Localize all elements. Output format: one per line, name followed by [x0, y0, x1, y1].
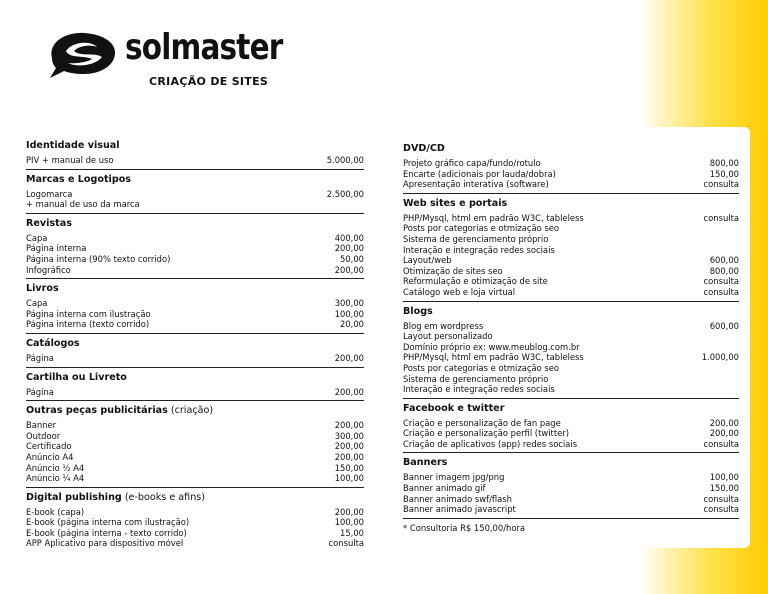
- item-label: Página: [26, 352, 54, 363]
- section-title-suffix: (criação): [167, 405, 214, 417]
- price-row: [26, 254, 364, 265]
- item-price: 5.000,00: [326, 155, 364, 165]
- item-price: 800,00: [709, 265, 739, 276]
- item-label: Certificado: [26, 441, 72, 452]
- item-label: + manual de uso da marca: [26, 199, 140, 210]
- item-price: consulta: [703, 438, 739, 449]
- item-price: 150,00: [709, 483, 739, 494]
- section-title: [403, 403, 739, 415]
- section-title: [403, 306, 739, 318]
- section-title-text: Outras peças publicitárias: [26, 405, 168, 417]
- item-price: 200,00: [334, 352, 364, 363]
- price-row: [26, 387, 364, 398]
- price-row: [403, 384, 739, 395]
- section-title-text: Identidade visual: [26, 140, 120, 151]
- price-row: [26, 452, 364, 463]
- price-section: [26, 492, 364, 552]
- item-price: 20,00: [340, 319, 364, 330]
- item-label: Capa: [26, 232, 48, 243]
- price-section: [403, 457, 739, 518]
- item-label: Interação e integração redes sociais: [403, 384, 555, 395]
- price-row: [403, 213, 739, 224]
- item-label: APP Aplicativo para dispositivo móvel: [26, 538, 184, 549]
- item-label: Layout personalizado: [403, 331, 493, 342]
- item-price: 200,00: [334, 451, 364, 462]
- price-row: [26, 309, 364, 320]
- item-price: 2.500,00: [326, 188, 364, 199]
- item-label: Layout/web: [403, 255, 452, 266]
- price-section: [403, 198, 739, 302]
- item-price: 200,00: [334, 420, 364, 431]
- section-title: [26, 174, 364, 186]
- section-title: [26, 405, 364, 417]
- price-row: [26, 473, 364, 484]
- price-row: [403, 494, 739, 505]
- item-price: 1.000,00: [701, 352, 739, 363]
- right-price-column: [403, 143, 739, 533]
- item-price: 100,00: [334, 517, 364, 528]
- section-title-text: Facebook e twitter: [403, 402, 505, 414]
- price-section: [26, 405, 364, 488]
- item-price: 800,00: [709, 158, 739, 168]
- item-label: Banner: [26, 420, 57, 431]
- item-label: Projeto gráfico capa/fundo/rotulo: [403, 158, 541, 168]
- item-label: Capa: [26, 298, 48, 309]
- item-label: Catálogo web e loja virtual: [403, 286, 516, 297]
- item-label: Anúncio ½ A4: [26, 462, 85, 473]
- item-price: 15,00: [340, 527, 364, 538]
- price-section: [26, 372, 364, 402]
- item-label: Sistema de gerenciamento próprio: [403, 373, 549, 384]
- price-row: [26, 353, 364, 364]
- price-row: [403, 331, 739, 342]
- price-section: [26, 338, 364, 368]
- price-section: [26, 140, 364, 170]
- item-price: consulta: [703, 286, 739, 297]
- item-price: 50,00: [340, 253, 364, 264]
- price-row: [26, 431, 364, 442]
- price-row: [403, 245, 739, 256]
- item-label: Apresentação interativa (software): [403, 179, 549, 190]
- price-row: [403, 342, 739, 353]
- section-title-text: Catálogos: [26, 337, 80, 349]
- section-title-text: DVD/CD: [403, 143, 445, 154]
- price-row: [26, 265, 364, 276]
- item-label: Sistema de gerenciamento próprio: [403, 233, 549, 244]
- price-row: [403, 321, 739, 332]
- item-price: 100,00: [709, 472, 739, 483]
- section-title: [26, 283, 364, 295]
- item-label: Página interna (texto corrido): [26, 319, 150, 330]
- price-row: [403, 255, 739, 266]
- section-title-suffix: (e-books e afins): [121, 491, 206, 503]
- item-price: consulta: [703, 212, 739, 223]
- price-section: [403, 306, 739, 399]
- section-title-text: Digital publishing: [26, 491, 122, 503]
- item-label: Banner animado javascript: [403, 504, 516, 515]
- item-label: Banner imagem jpg/png: [403, 472, 505, 483]
- item-price: 150,00: [334, 462, 364, 473]
- section-title-text: Revistas: [26, 217, 72, 229]
- item-price: 100,00: [334, 473, 364, 484]
- item-label: PHP/Mysql, html em padrão W3C, tableless: [403, 212, 584, 223]
- item-label: Página interna: [26, 243, 87, 254]
- item-label: Página interna (90% texto corrido): [26, 253, 171, 264]
- price-row: [26, 298, 364, 309]
- item-label: Criação e personalização de fan page: [403, 417, 561, 428]
- section-title-text: Banners: [403, 457, 448, 469]
- price-row: [26, 319, 364, 330]
- item-label: Banner animado gif: [403, 483, 486, 494]
- section-title: [26, 338, 364, 350]
- price-row: [403, 266, 739, 277]
- price-row: [403, 179, 739, 190]
- section-title-text: Blogs: [403, 305, 433, 317]
- item-price: 300,00: [334, 430, 364, 441]
- item-label: Otimização de sites seo: [403, 265, 503, 276]
- section-title: [26, 140, 364, 152]
- item-price: 600,00: [709, 320, 739, 331]
- price-row: [26, 243, 364, 254]
- item-price: 200,00: [709, 428, 739, 439]
- section-title-text: Web sites e portais: [403, 197, 508, 209]
- item-price: consulta: [703, 504, 739, 515]
- item-price: 400,00: [334, 232, 364, 243]
- item-label: Posts por categorias e otmização seo: [403, 362, 560, 373]
- price-row: [403, 428, 739, 439]
- section-title-text: Livros: [26, 283, 59, 295]
- section-title: [403, 198, 739, 210]
- item-price: 200,00: [334, 264, 364, 275]
- item-label: Página interna com ilustração: [26, 308, 151, 319]
- item-label: E-book (página interna com ilustração): [26, 517, 190, 528]
- item-price: 150,00: [709, 168, 739, 179]
- price-row: [403, 504, 739, 515]
- consulting-footnote: * Consultoria R$ 150,00/hora: [403, 522, 526, 533]
- price-row: [403, 276, 739, 287]
- left-price-column: [26, 140, 364, 556]
- item-price: 200,00: [334, 506, 364, 517]
- price-row: [403, 472, 739, 483]
- item-label: Banner animado swf/flash: [403, 493, 512, 504]
- section-title-text: Cartilha ou Livreto: [26, 371, 127, 383]
- price-row: [26, 189, 364, 200]
- price-row: [26, 463, 364, 474]
- price-row: [403, 418, 739, 429]
- item-label: Infográfico: [26, 264, 71, 275]
- section-title: [403, 143, 739, 155]
- price-section: [403, 403, 739, 454]
- price-row: [403, 223, 739, 234]
- price-row: [403, 287, 739, 298]
- item-label: Logomarca: [26, 188, 73, 199]
- item-label: Blog em wordpress: [403, 320, 484, 331]
- price-row: [26, 538, 364, 549]
- price-row: [26, 199, 364, 210]
- item-price: consulta: [703, 179, 739, 190]
- section-title: [26, 218, 364, 230]
- price-section: [26, 218, 364, 279]
- price-row: [403, 234, 739, 245]
- section-title: [26, 372, 364, 384]
- item-price: 100,00: [334, 308, 364, 319]
- section-title-text: Marcas e Logotipos: [26, 173, 132, 185]
- item-label: Posts por categorias e otmização seo: [403, 223, 560, 234]
- item-price: consulta: [703, 493, 739, 504]
- item-price: 200,00: [334, 386, 364, 397]
- price-row: [26, 155, 364, 166]
- item-price: 300,00: [334, 298, 364, 309]
- item-label: Anúncio A4: [26, 451, 74, 462]
- price-section: [26, 283, 364, 334]
- price-section: [403, 143, 739, 194]
- item-label: Reformulação e otimização de site: [403, 276, 548, 287]
- section-title: [403, 457, 739, 469]
- item-label: E-book (capa): [26, 506, 85, 517]
- item-label: Criação e personalização perfil (twitter): [403, 428, 569, 439]
- item-label: Interação e integração redes sociais: [403, 244, 555, 255]
- solmaster-logo-icon: [44, 30, 120, 84]
- price-row: [26, 441, 364, 452]
- price-row: [26, 517, 364, 528]
- price-row: [26, 233, 364, 244]
- item-price: 200,00: [334, 243, 364, 254]
- item-label: Anúncio ¼ A4: [26, 473, 85, 484]
- item-label: Criação de aplicativos (app) redes sociais: [403, 438, 578, 449]
- item-price: 200,00: [709, 417, 739, 428]
- price-row: [403, 374, 739, 385]
- price-row: [403, 483, 739, 494]
- item-label: Outdoor: [26, 430, 61, 441]
- item-label: Encarte (adicionais por lauda/dobra): [403, 168, 556, 179]
- price-row: [26, 420, 364, 431]
- item-price: consulta: [328, 538, 364, 549]
- item-price: 600,00: [709, 255, 739, 266]
- price-row: [26, 507, 364, 518]
- price-row: [403, 169, 739, 180]
- item-price: 200,00: [334, 441, 364, 452]
- price-section: [26, 174, 364, 214]
- price-row: [403, 439, 739, 450]
- section-title: [26, 492, 364, 504]
- price-row: [403, 363, 739, 374]
- item-label: E-book (página interna - texto corrido): [26, 527, 187, 538]
- price-row: [403, 352, 739, 363]
- brand-tagline: CRIAÇÃO DE SITES: [149, 75, 269, 88]
- item-label: PHP/Mysql, html em padrão W3C, tableless: [403, 352, 584, 363]
- item-label: PIV + manual de uso: [26, 155, 114, 165]
- price-row: [403, 158, 739, 169]
- brand-name: solmaster: [125, 27, 283, 68]
- price-row: [26, 528, 364, 539]
- item-price: consulta: [703, 276, 739, 287]
- item-label: Domínio próprio ex: www.meublog.com.br: [403, 341, 580, 352]
- item-label: Página: [26, 386, 54, 397]
